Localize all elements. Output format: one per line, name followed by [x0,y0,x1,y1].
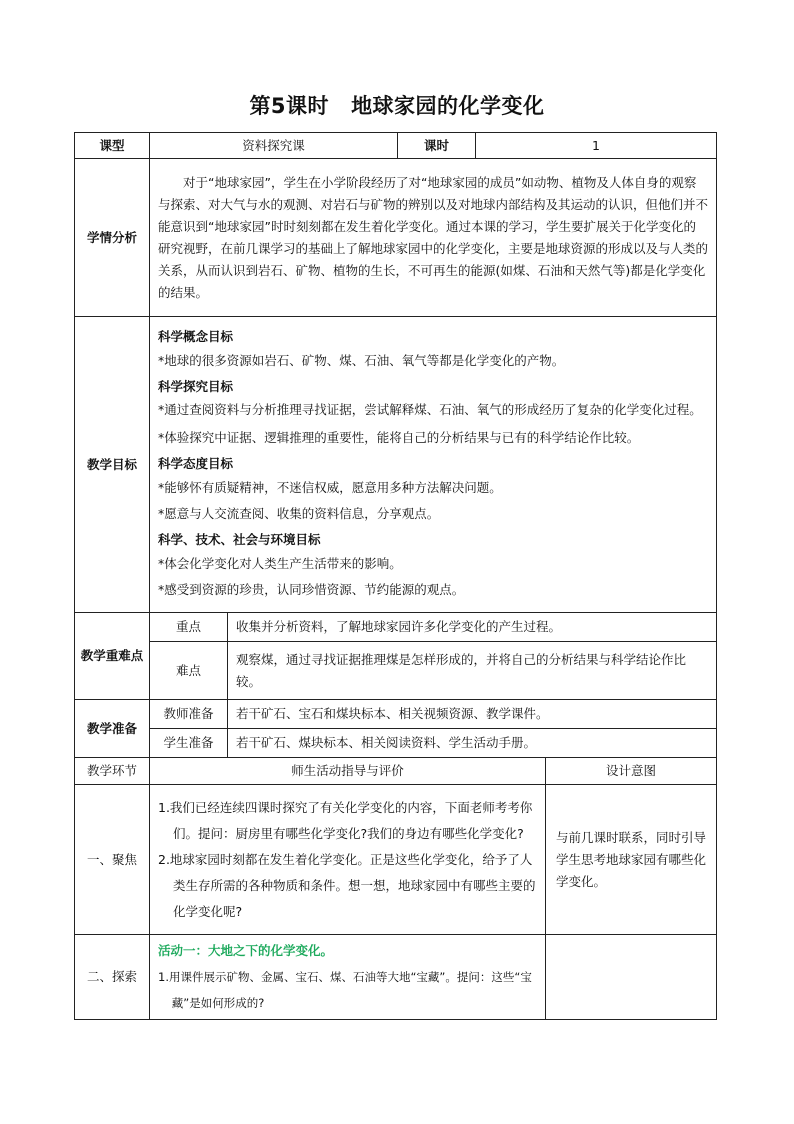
analysis-label: 学情分析 [75,159,150,317]
prep-label: 教学准备 [75,700,150,758]
design-header: 设计意图 [546,758,717,785]
stage-header: 教学环节 [75,758,150,785]
list-item: 1.用课件展示矿物、金属、宝石、煤、石油等大地“宝藏”。提问：这些“宝藏”是如何形成的? [158,970,532,1010]
explore-stage: 二、探索 [75,935,150,1020]
student-prep-row [75,729,717,758]
title-lesson-name: 地球家园的化学变化 [351,94,545,118]
lesson-hours-value: 1 [476,133,717,159]
lesson-type-row [75,133,717,159]
goal-heading-attitude: 科学态度目标 [158,456,234,471]
teacher-prep-row [75,700,717,729]
lesson-hours-label: 课时 [398,133,476,159]
activity-header: 师生活动指导与评价 [150,758,546,785]
goal-item: *愿意与人交流查阅、收集的资料信息，分享观点。 [158,506,440,521]
key-point-label: 重点 [150,613,228,642]
process-header-row [75,758,717,785]
activity-title: 活动一：大地之下的化学变化。 [158,943,334,958]
goals-content [150,317,717,613]
focus-row [75,785,717,935]
hard-point-label: 难点 [150,642,228,700]
lesson-type-value: 资料探究课 [150,133,398,159]
goal-item: *通过查阅资料与分析推理寻找证据，尝试解释煤、石油、氧气的形成经历了复杂的化学变化过程。 [158,402,702,417]
goal-item: *地球的很多资源如岩石、矿物、煤、石油、氧气等都是化学变化的产物。 [158,353,565,368]
keypoints-label: 教学重难点 [75,613,150,700]
focus-stage: 一、聚焦 [75,785,150,935]
key-point-text: 收集并分析资料，了解地球家园许多化学变化的产生过程。 [228,613,717,642]
title-lesson-number: 第5课时 [249,94,330,118]
goals-row [75,317,717,613]
explore-activities [150,935,546,1020]
student-prep-label: 学生准备 [150,729,228,758]
goal-heading-concept: 科学概念目标 [158,329,234,344]
goals-label: 教学目标 [75,317,150,613]
lesson-type-label: 课型 [75,133,150,159]
focus-activities [150,785,546,935]
analysis-text: 对于“地球家园”，学生在小学阶段经历了对“地球家园的成员”如动物、植物及人体自身的观察与探索、对大气与水的观测、对岩石与矿物的辨别以及对地球内部结构及其运动的认识，但他们并不能意识到“地球家园”时时刻刻都在发生着化学变化。通过本课的学习，学生要扩展关于化学变化的研究视野，在前几课学习的基础上了解地球家园中的化学变化，主要是地球资源的形成以及与人类的关系，从而认识到岩石、矿物、植物的生长，不可再生的能源(如煤、石油和天然气等)都是化学变化的结果。 [150,159,717,317]
student-prep-text: 若干矿石、煤块标本、相关阅读资料、学生活动手册。 [228,729,717,758]
list-item: 2.地球家园时刻都在发生着化学变化。正是这些化学变化，给予了人类生存所需的各种物质和条件。想一想，地球家园中有哪些主要的化学变化呢? [158,851,536,919]
goal-item: *体验探究中证据、逻辑推理的重要性，能将自己的分析结果与已有的科学结论作比较。 [158,430,640,445]
goal-heading-stse: 科学、技术、社会与环境目标 [158,532,321,547]
explore-row [75,935,717,1020]
analysis-row [75,159,717,317]
hard-point-text: 观察煤，通过寻找证据推理煤是怎样形成的，并将自己的分析结果与科学结论作比较。 [228,642,717,700]
list-item: 1.我们已经连续四课时探究了有关化学变化的内容，下面老师考考你们。提问：厨房里有哪些化学变化?我们的身边有哪些化学变化? [158,799,533,841]
explore-design [546,935,717,1020]
page-title [0,90,794,120]
teacher-prep-label: 教师准备 [150,700,228,729]
goal-item: *体会化学变化对人类生产生活带来的影响。 [158,556,402,571]
key-point-row [75,613,717,642]
hard-point-row [75,642,717,700]
goal-item: *感受到资源的珍贵，认同珍惜资源、节约能源的观点。 [158,582,465,597]
lesson-plan-table [74,132,717,1020]
goal-heading-inquiry: 科学探究目标 [158,379,234,394]
focus-design: 与前几课时联系，同时引导学生思考地球家园有哪些化学变化。 [546,785,717,935]
teacher-prep-text: 若干矿石、宝石和煤块标本、相关视频资源、教学课件。 [228,700,717,729]
goal-item: *能够怀有质疑精神，不迷信权威，愿意用多种方法解决问题。 [158,480,502,495]
